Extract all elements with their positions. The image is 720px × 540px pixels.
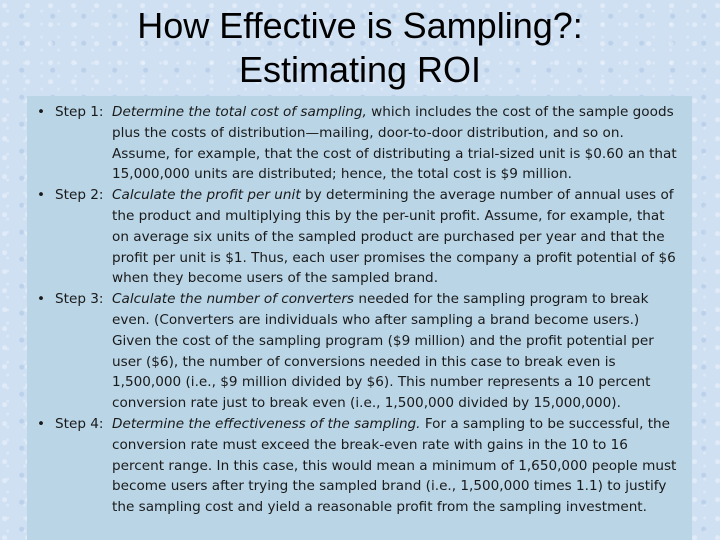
step-4 bbox=[37, 414, 682, 518]
step-emphasis: Determine the total cost of sampling, bbox=[112, 104, 367, 120]
step-label: Step 2: bbox=[55, 187, 104, 204]
step-body: For a sampling to be successful, the conversion rate must exceed the break-even rate with gains in the 10 to 16 percent range. In this case, this would mean a minimum of 1,650,000 people must become users after trying the sampled brand (i.e., 1,500,000 times 1.1) to justify the sampling cost and yield a reasonable profit from the sampling investment. bbox=[112, 415, 677, 516]
step-1 bbox=[37, 102, 682, 185]
step-2 bbox=[37, 185, 682, 289]
step-body: needed for the sampling program to break even. (Converters are individuals who after sampling a brand become users.) Given the cost of the sampling program ($9 million) and the profit potential per user ($6), the number of conversions needed in this case to break even is 1,500,000 (i.e., $9 million divided by $6). This number represents a 10 percent conversion rate just to break even (i.e., 1,500,000 divided by 15,000,000). bbox=[112, 291, 654, 412]
step-label: Step 1: bbox=[55, 104, 104, 120]
content-panel bbox=[27, 96, 692, 540]
slide-title bbox=[0, 4, 720, 92]
step-emphasis: Calculate the number of converters bbox=[112, 291, 355, 308]
bullet-icon: • bbox=[37, 291, 46, 308]
step-text bbox=[112, 414, 682, 518]
title-line-1: How Effective is Sampling?: bbox=[137, 5, 583, 46]
step-3 bbox=[37, 289, 682, 414]
bullet-icon: • bbox=[37, 104, 46, 120]
step-emphasis: Calculate the profit per unit bbox=[112, 187, 301, 204]
step-body: which includes the cost of the sample goods plus the costs of distribution—mailing, door-to-door distribution, and so on. Assume, for example, that the cost of distributing a trial-sized unit is $0.60 an that 15,000,000 units are distributed; hence, the total cost is $9 million. bbox=[112, 104, 677, 183]
bullet-icon: • bbox=[37, 187, 46, 204]
bullet-icon: • bbox=[37, 415, 46, 432]
step-label: Step 3: bbox=[55, 291, 104, 308]
step-body: by determining the average number of annual uses of the product and multiplying this by the per-unit profit. Assume, for example, that on average six units of the sampled product are purchased per year and that the profit per unit is $1. Thus, each user promises the company a profit potential of $6 when they become users of the sampled brand. bbox=[112, 187, 676, 287]
step-text bbox=[112, 102, 682, 185]
step-text bbox=[112, 289, 682, 414]
step-emphasis: Determine the effectiveness of the sampling. bbox=[112, 415, 421, 432]
step-label: Step 4: bbox=[55, 415, 104, 432]
title-line-2: Estimating ROI bbox=[238, 49, 482, 90]
step-text bbox=[112, 185, 682, 289]
